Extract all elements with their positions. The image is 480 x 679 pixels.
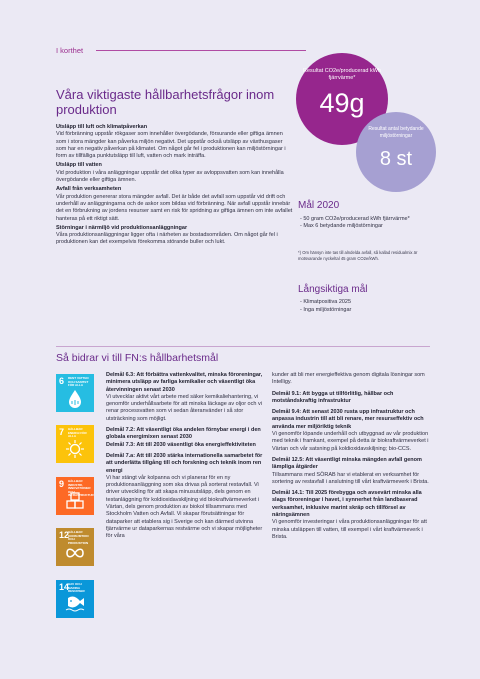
fn-goals-title: Så bidrar vi till FN:s hållbarhetsmål bbox=[56, 352, 219, 364]
goal-2020-list bbox=[300, 216, 430, 231]
sdg-9-tile bbox=[56, 477, 94, 515]
sdg-label: HÅLLBAR INDUSTRI, INNOVATIONER OCH INFRASTRUKTUR bbox=[68, 479, 94, 497]
result-co2-value: 49g bbox=[319, 88, 365, 118]
result-co2-label: Resultat CO2e/producerad kWh fjärrvärme* bbox=[303, 68, 381, 81]
result-disturbances-label: Resultat antal betydande miljöstörningar bbox=[368, 126, 424, 139]
sun-icon bbox=[65, 439, 85, 459]
goal-footnote: *) Om hänsyn inte tas till alndelda avfall, så kallad residualmix är motsvarande nyckeltal 45 gram CO2e/kWh. bbox=[298, 250, 418, 261]
goal-heading: Delmål 7.a: Att till 2030 stärka internationella samarbetet för att underlätta tillgång till och forskning och teknik inom ren energi bbox=[106, 452, 263, 474]
infinity-icon bbox=[65, 546, 85, 560]
goal-heading: Delmål 9.4: Att senast 2030 rusta upp infrastruktur och anpassa industrin till att bli renare, mer resurseffektiv och använda mer miljöriktig teknik bbox=[272, 409, 424, 430]
kicker-divider bbox=[96, 50, 306, 51]
issues-text bbox=[56, 124, 294, 249]
sdg-12-tile bbox=[56, 528, 94, 566]
goal-body: Tillsammans med SÖRAB har vi etablerat en verksamhet för sortering av restavfall i anslutning till vårt kraftvärmeverk i Brista. bbox=[272, 471, 429, 485]
section-heading: Utsläpp till vatten bbox=[56, 162, 102, 169]
fn-goals-column-1 bbox=[106, 372, 266, 545]
cubes-icon bbox=[65, 491, 85, 511]
goal-heading: Delmål 12.5: Att väsentligt minska mängden avfall genom lämpliga åtgärder bbox=[272, 456, 422, 471]
page-title: Våra viktigaste hållbarhetsfrågor inom produktion bbox=[56, 87, 275, 117]
goal-heading: Delmål 14.1: Till 2025 förebygga och avsevärt minska alla slags föroreningar i havet, i synnerhet från landbaserad verksamhet, inklusive marint skräp och tillförsel av näringsämnen bbox=[272, 490, 422, 519]
sdg-14-tile bbox=[56, 580, 94, 618]
goal-body: Vi genomför löpande underhåll och utbyggnad av vår produktion med teknik i framkant, exempel på detta är biokraftvärmeverket i Värtan och vår satsning på koldioxidavskiljning; bio-CCS. bbox=[272, 431, 429, 452]
section-heading: Störningar i närmiljö vid produktionsanläggningar bbox=[56, 224, 188, 231]
sdg-number: 14 bbox=[59, 582, 70, 592]
section-heading: Avfall från verksamheten bbox=[56, 186, 122, 193]
sdg-7-tile bbox=[56, 425, 94, 463]
longterm-title: Långsiktiga mål bbox=[298, 284, 368, 295]
result-disturbances-value: 8 st bbox=[379, 148, 413, 170]
fn-goals-column-2 bbox=[272, 372, 432, 545]
section-heading: Utsläpp till luft och klimatpåverkan bbox=[56, 124, 148, 130]
goal-body: Vi har stängt vår kolpanna och vi planerar för en ny produktionsanläggning som ska drivas på sorterat restavfall. Vi driver utveckling för att skapa minusutsläpp, dels genom en testanläggning för koldioxidavskiljning vid biokraftvärmeverket i Värtan, dels genom produktion av biokol tillsammans med Stockholm Vatten och Avfall. Vi skapar förutsättningar för dataparker att etablera sig i Sverige och kan därmed utvinna fjärrvärme ur dataparkernas restvärme och vi skapar möjligheter för våra bbox=[106, 474, 263, 540]
section-body: Vår produktion genererar stora mängder avfall. Det är både det avfall som uppstår vid drift och underhåll av anläggningarna och de askor som bildas vid förbränning. När avfall uppstår innebär det en förbrukning av jordens resurser samt en risk för spridning av giftiga ämnen om inte avfallet hanteras på ett riktigt sätt. bbox=[56, 193, 293, 222]
water-drop-icon bbox=[65, 388, 85, 410]
sdg-label: HÅLLBAR ENERGI FÖR ALLA bbox=[68, 427, 87, 438]
goal-2020-title: Mål 2020 bbox=[298, 200, 340, 211]
section-divider bbox=[56, 346, 430, 347]
goal-item: - Max 6 betydande miljöstörningar bbox=[300, 223, 383, 230]
sdg-number: 9 bbox=[59, 479, 65, 489]
longterm-list bbox=[300, 298, 430, 314]
section-body: Våra produktionsanläggningar ligger ofta i närheten av bostadsområden. Om något går fel i produktionen kan det exempelvis förekomma störande buller och lukt. bbox=[56, 232, 278, 246]
section-body: Vid produktion i våra anläggningar uppstår det olika typer av avloppsvatten som kan innehålla övergödande eller giftiga ämnen. bbox=[56, 169, 284, 184]
result-disturbances-bubble bbox=[356, 112, 436, 192]
section-body: Vid förbränning uppstår rökgaser som innehåller övergödande, försurande eller giftiga ämnen som i stora mängder kan påverka miljön negativt. Det uppstår också utsläpp av växthusgaser som har en negativ påverkan på klimatet. Om något går fel i produktionen kan miljöstörningar i form av tillfälliga punktutsläpp till luft, vatten och mark inträffa. bbox=[56, 131, 286, 160]
kicker-label: I korthet bbox=[56, 46, 84, 55]
sdg-number: 12 bbox=[59, 530, 70, 540]
sdg-number: 7 bbox=[59, 427, 65, 437]
goal-heading: Delmål 7.3: Att till 2030 väsentligt öka energieffektiviteten bbox=[106, 441, 256, 448]
fish-icon bbox=[65, 594, 87, 612]
sdg-number: 6 bbox=[59, 376, 65, 386]
goal-heading: Delmål 7.2: Att väsentligt öka andelen förnybar energi i den globala energimixen senast 2030 bbox=[106, 427, 261, 441]
goal-heading: Delmål 9.1: Att bygga ut tillförlitlig, hållbar och motståndskraftig infrastruktur bbox=[272, 390, 394, 404]
goal-body: Vi utvecklar aktivt vårt arbete med säker kemikaliehantering, vi genomför underhållsarbete för att minska läckage av oljor och vi renar processvatten som vi sedan återanvänder i så stor utsträckning som möjligt. bbox=[106, 393, 262, 422]
goal-body: Vi genomför investeringar i våra produktionsanläggningar för att minska utsläppen till vatten, till exempel i vårt kraftvärmeverk i Brista. bbox=[272, 519, 427, 540]
sdg-label: RENT VATTEN OCH SANITET FÖR ALLA bbox=[68, 376, 89, 387]
longterm-item: - Inga miljöstörningar bbox=[300, 307, 352, 313]
sdg-label: HÅLLBAR KONSUMTION OCH PRODUKTION bbox=[68, 530, 89, 545]
longterm-item: - Klimatpositiva 2025 bbox=[300, 299, 352, 305]
sdg-6-tile bbox=[56, 374, 94, 412]
sdg-label: HAV OCH MARINA RESURSER bbox=[68, 582, 85, 593]
goal-heading: Delmål 6.3: Att förbättra vattenkvalitet, minska föroreningar, minimera utsläpp av farliga kemikalier och väsentligt öka återvinningen senast 2030 bbox=[106, 372, 263, 393]
goal-body: kunder att bli mer energieffektiva genom digitala lösningar som Intelligy. bbox=[272, 372, 425, 386]
goal-item: - 50 gram CO2e/producerad kWh fjärrvärme* bbox=[300, 216, 410, 222]
